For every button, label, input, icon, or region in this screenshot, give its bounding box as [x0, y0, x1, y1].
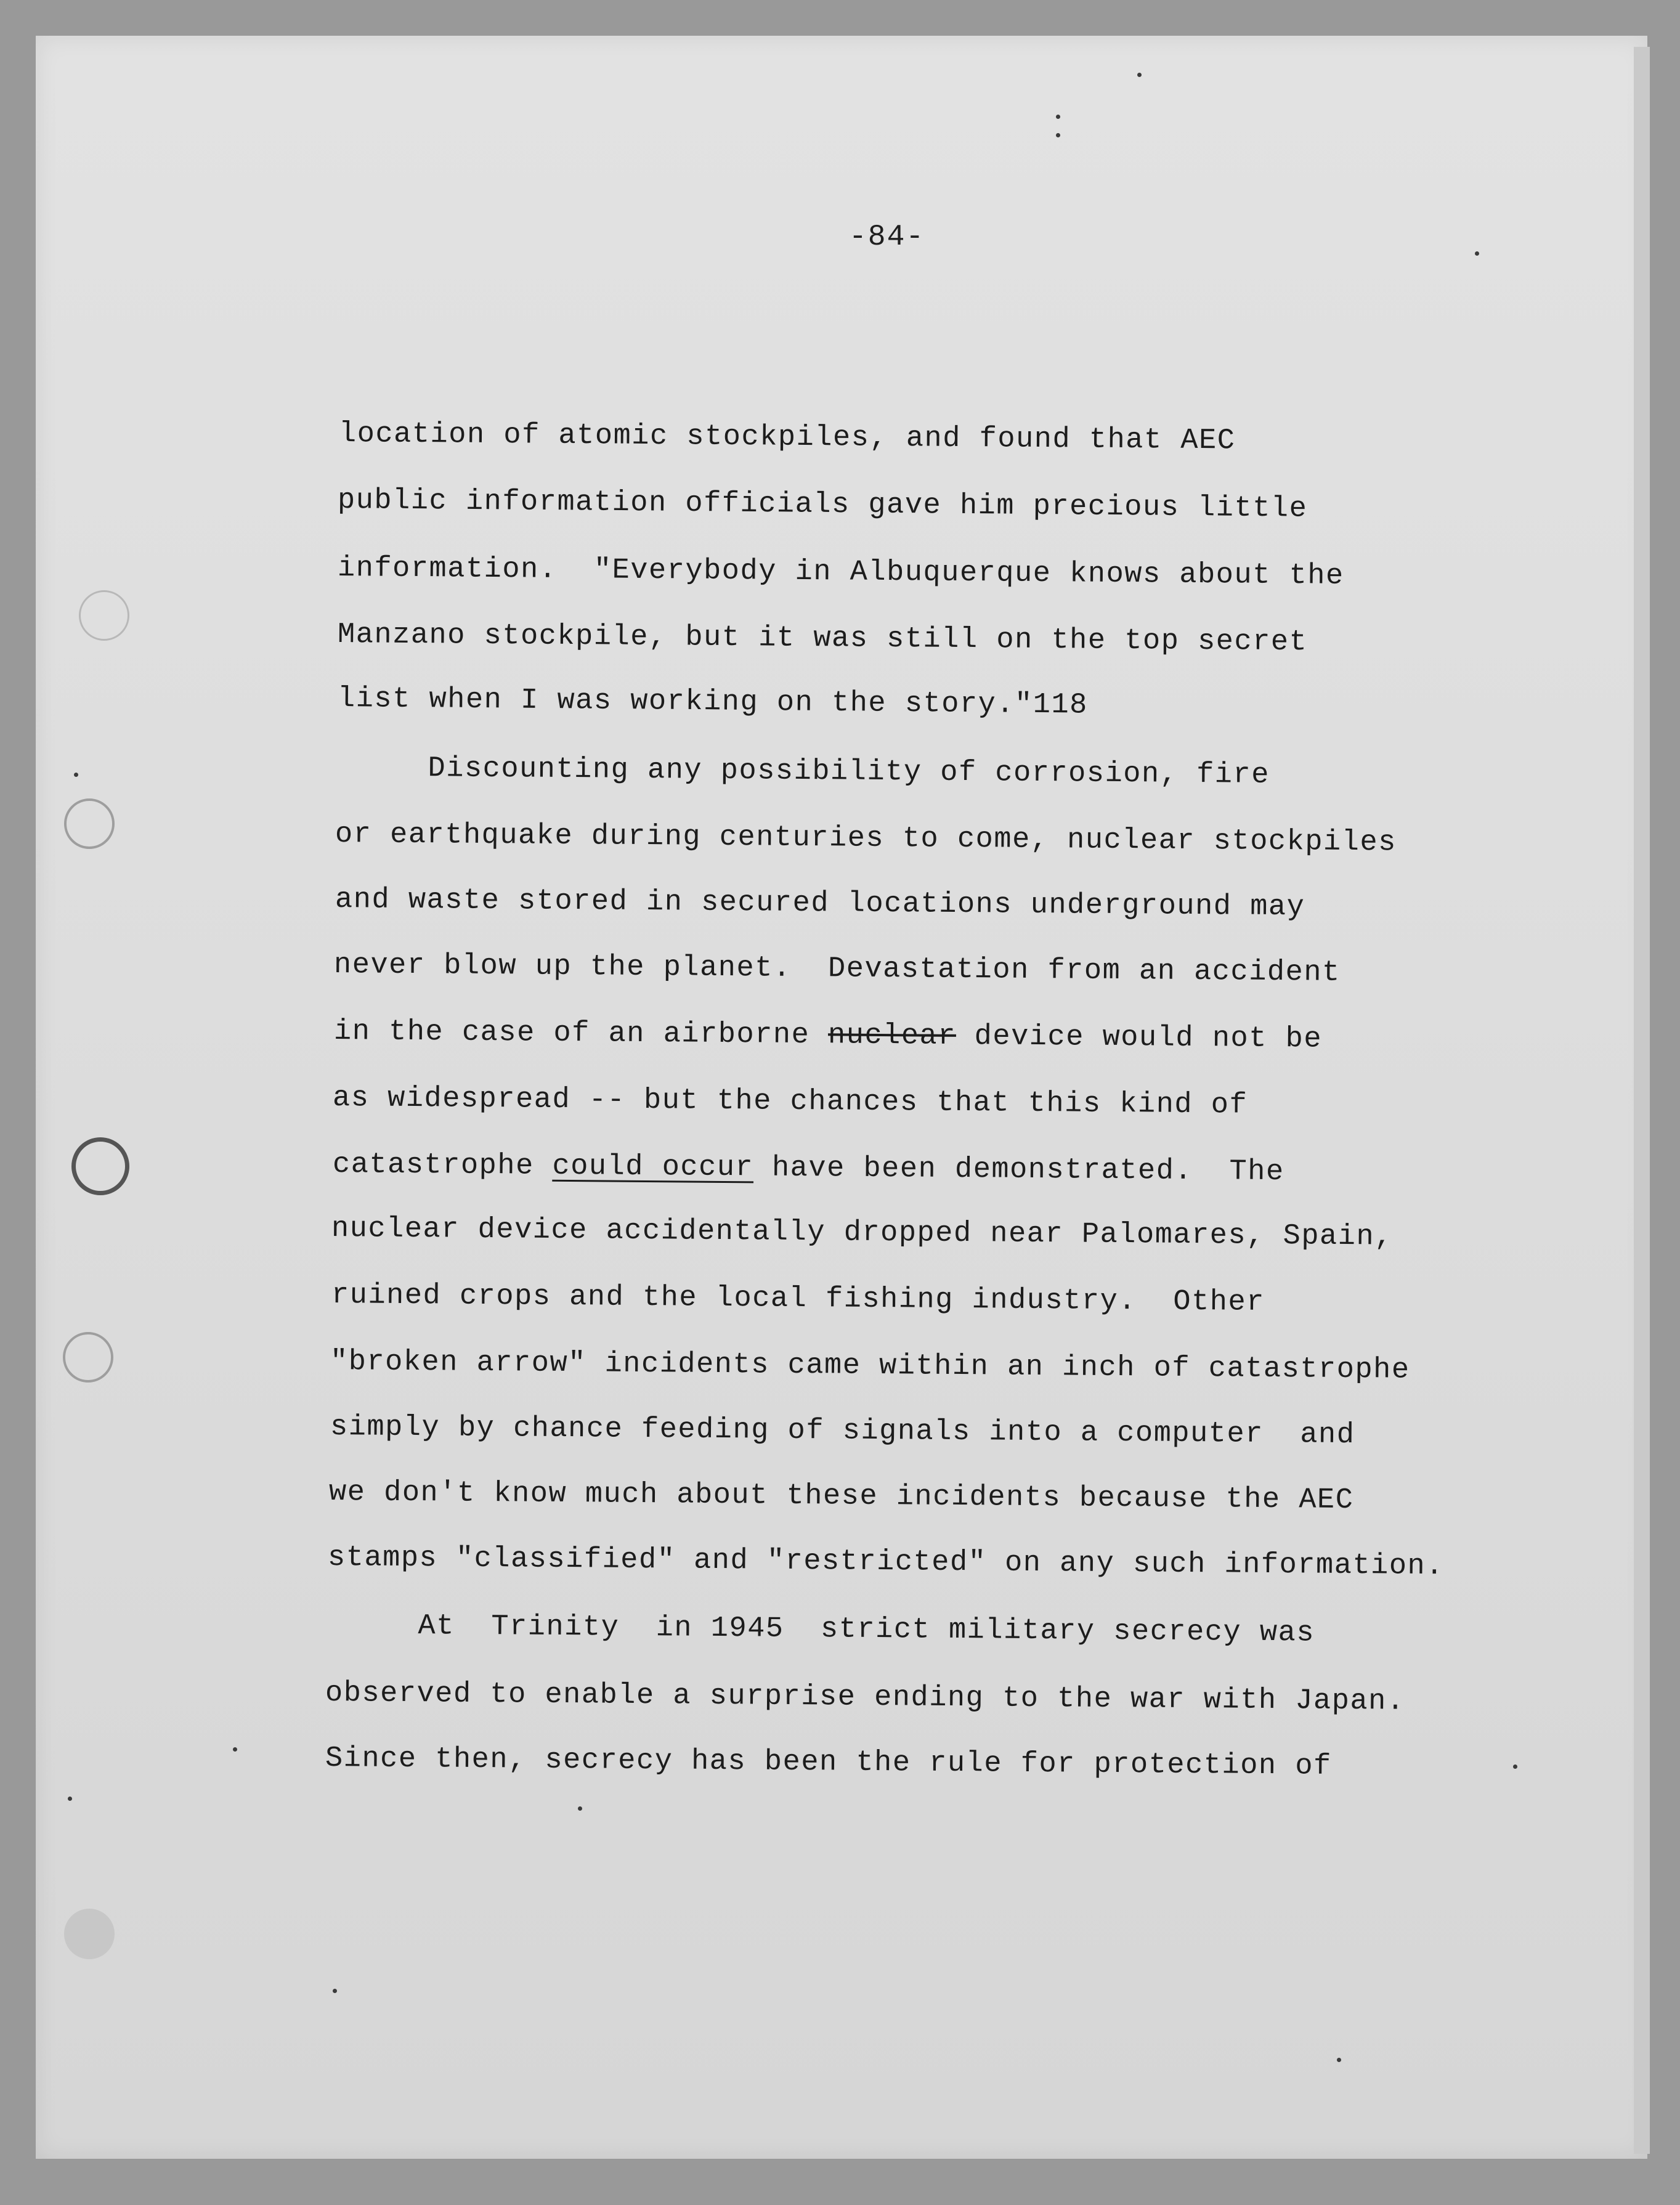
- text-line-21: Since then, secrecy has been the rule for protection of: [325, 1742, 1332, 1783]
- binder-hole-3: [71, 1137, 129, 1195]
- speck: [233, 1747, 237, 1752]
- text-line-11: as widespread -- but the chances that this kind of: [332, 1082, 1248, 1122]
- speck: [1475, 251, 1479, 256]
- line-12-after: have been demonstrated. The: [753, 1151, 1284, 1189]
- text-line-17: we don't know much about these incidents because the AEC: [328, 1476, 1354, 1517]
- binder-hole-2: [64, 798, 115, 849]
- text-line-9: never blow up the planet. Devastation from an accident: [333, 949, 1341, 989]
- speck: [333, 1989, 337, 1993]
- text-line-15: "broken arrow" incidents came within an inch of catastrophe: [330, 1346, 1410, 1387]
- text-line-8: and waste stored in secured locations underground may: [335, 883, 1305, 924]
- speck: [74, 773, 78, 777]
- binder-hole-1: [79, 590, 129, 641]
- text-line-1: location of atomic stockpiles, and found that AEC: [338, 418, 1236, 458]
- text-line-4: Manzano stockpile, but it was still on the top secret: [337, 619, 1308, 659]
- speck: [578, 1806, 582, 1811]
- text-line-20: observed to enable a surprise ending to the war with Japan.: [325, 1677, 1405, 1718]
- struck-word: nuclear: [827, 1019, 957, 1053]
- speck: [1056, 133, 1060, 137]
- text-line-2: public information officials gave him precious little: [337, 484, 1308, 526]
- text-line-7: or earthquake during centuries to come, nuclear stockpiles: [335, 818, 1397, 859]
- text-line-3: information. "Everybody in Albuquerque knows about the: [337, 552, 1344, 593]
- binder-hole-5: [64, 1909, 115, 1959]
- text-line-14: ruined crops and the local fishing industry. Other: [331, 1279, 1265, 1319]
- underlined-phrase: could occur: [552, 1150, 754, 1185]
- speck: [1137, 73, 1142, 77]
- speck: [68, 1797, 72, 1801]
- text-line-5: list when I was working on the story."118: [337, 683, 1089, 722]
- text-line-6: Discounting any possibility of corrosion, fire: [336, 752, 1270, 792]
- line-10-before: in the case of an airborne: [333, 1015, 829, 1052]
- text-line-13: nuclear device accidentally dropped near Palomares, Spain,: [331, 1212, 1394, 1254]
- text-line-10: [334, 1015, 1322, 1056]
- speck: [1056, 115, 1060, 119]
- line-12-before: catastrophe: [332, 1148, 553, 1183]
- text-line-18: stamps "classified" and "restricted" on any such information.: [327, 1541, 1445, 1583]
- text-line-16: simply by chance feeding of signals into a computer and: [330, 1411, 1355, 1452]
- speck: [1337, 2058, 1341, 2062]
- paper-edge: [1634, 47, 1650, 2154]
- text-line-12: [333, 1148, 1284, 1188]
- line-10-after: device would not be: [956, 1020, 1323, 1056]
- binder-hole-4: [63, 1332, 113, 1383]
- text-line-19: At Trinity in 1945 strict military secrecy was: [326, 1609, 1315, 1650]
- page-number: -84-: [849, 221, 925, 254]
- speck: [1513, 1764, 1517, 1769]
- paper-sheet: [36, 36, 1647, 2159]
